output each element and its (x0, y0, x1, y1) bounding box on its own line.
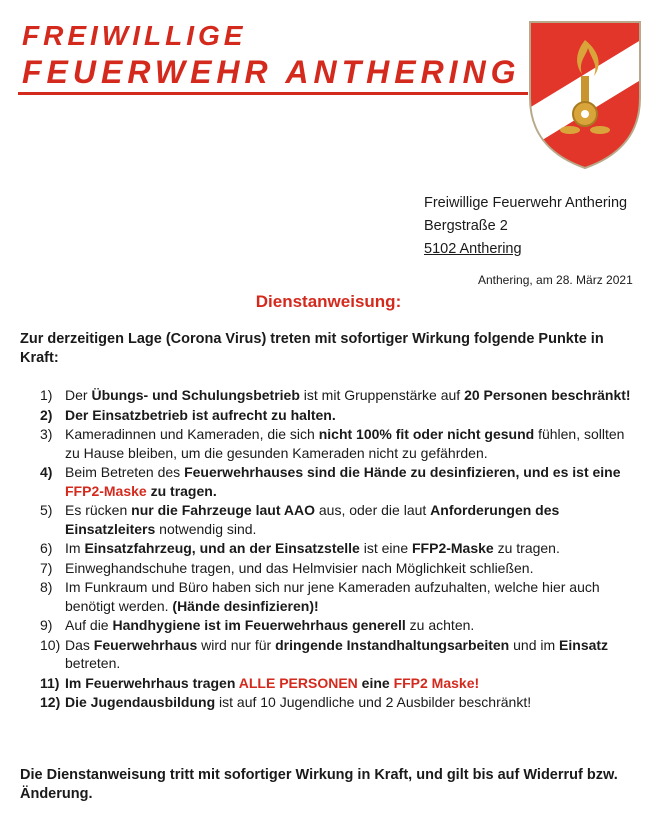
list-item-text-part: Im (65, 540, 85, 556)
list-item-number: 3) (40, 426, 53, 442)
list-item-number: 6) (40, 540, 53, 556)
list-item-number: 12) (40, 694, 61, 710)
list-item-text-part: zu tragen. (146, 482, 217, 499)
list-item (40, 559, 640, 578)
list-item-text-part: Das (65, 636, 94, 653)
list-item-text-part: Auf die (65, 617, 113, 633)
letterhead-divider (18, 92, 528, 95)
list-item-text-part: Anforderungen des Einsatzleiters (65, 502, 560, 537)
letterhead-title-line2: FEUERWEHR ANTHERING (22, 54, 521, 90)
list-item-text-part: Handhygiene ist im Feuerwehrhaus generell (112, 617, 406, 633)
list-item-number: 9) (40, 617, 53, 633)
address-line-street: Bergstraße 2 (424, 218, 508, 234)
list-item-text-part: Einweghandschuhe tragen, und das Helmvisier nach Möglichkeit schließen. (65, 559, 534, 576)
fire-brigade-crest-icon (526, 18, 644, 170)
list-item-text-part: FFP2 Maske! (393, 674, 480, 691)
address-line-city: 5102 Anthering (424, 241, 522, 257)
list-item-text-part: zu tragen. (493, 540, 560, 556)
list-item-text-part: (Hände desinfizieren)! (172, 597, 319, 614)
list-item (40, 539, 640, 558)
list-item (40, 386, 640, 405)
list-item-text-part: Beim Betreten des (65, 464, 185, 480)
list-item-number: 5) (40, 502, 53, 518)
list-item-text-part: Feuerwehrhaus (93, 636, 198, 653)
list-item-number: 1) (40, 387, 53, 403)
list-item-text-part: wird nur für (197, 636, 276, 653)
list-item-text-part: dringende Instandhaltungsarbeiten (275, 636, 510, 653)
list-item (40, 501, 640, 538)
list-item (40, 636, 640, 673)
list-item-text-part: Der Einsatzbetrieb ist aufrecht zu halten. (65, 406, 336, 423)
list-item-text-part: Kameradinnen und Kameraden, die sich (65, 426, 319, 442)
list-item-text-part: eine (357, 674, 394, 691)
list-item-text (65, 386, 640, 405)
list-item-number: 10) (40, 636, 61, 653)
list-item-text-part: nicht 100% fit oder nicht gesund (318, 426, 535, 442)
list-item-text-part: ist eine (359, 540, 412, 556)
list-item-text-part: und im (509, 636, 560, 653)
list-item-text-part: FFP2-Maske (65, 482, 147, 499)
list-item-number: 8) (40, 579, 53, 595)
list-item-text-part: ist mit Gruppenstärke auf (299, 387, 465, 403)
list-item-text-part: Feuerwehrhauses sind die Hände zu desinfizieren, (184, 464, 520, 480)
list-item-text-part: Übungs- und Schulungsbetrieb (91, 387, 300, 403)
list-item-text (65, 693, 640, 712)
list-item-text (65, 674, 640, 693)
list-item-text-part: Der (65, 387, 92, 403)
letterhead-title-line1: FREIWILLIGE (22, 20, 247, 51)
list-item-text (65, 539, 640, 558)
list-item-text-part: Die Jugendausbildung (65, 694, 216, 710)
list-item-text-part: aus, oder die laut (314, 502, 431, 518)
list-item-text (65, 636, 640, 673)
recipient-address (424, 192, 627, 261)
list-item-text-part: 20 Personen (464, 387, 548, 403)
list-item (40, 616, 640, 635)
list-item (40, 578, 640, 615)
list-item-text-part: nur die Fahrzeuge laut AAO (131, 502, 315, 518)
list-item-text (65, 501, 640, 538)
document-date: Anthering, am 28. März 2021 (478, 273, 633, 287)
list-item-text-part: fühlen, sollten zu Hause bleiben, um die gesunden Kameraden nicht zu gefährden. (65, 426, 625, 461)
list-item-text-part: Einsatz (559, 636, 609, 653)
list-item-text (65, 578, 640, 615)
intro-paragraph: Zur derzeitigen Lage (Corona Virus) treten mit sofortiger Wirkung folgende Punkte in Kraft: (20, 331, 604, 366)
list-item-text-part: Einsatzfahrzeug, und an der Einsatzstelle (84, 540, 360, 556)
list-item (40, 406, 640, 425)
list-item-text-part: zu achten. (405, 617, 475, 633)
list-item-text-part: ALLE PERSONEN (238, 674, 358, 691)
list-item (40, 674, 640, 693)
address-line-name: Freiwillige Feuerwehr Anthering (424, 195, 628, 211)
closing-paragraph: Die Dienstanweisung tritt mit sofortiger Wirkung in Kraft, und gilt bis auf Widerruf bzw. Änderung. (20, 767, 618, 802)
list-item-text (65, 425, 640, 462)
document-heading: Dienstanweisung: (255, 292, 402, 311)
list-item-text-part: beschränkt! (547, 387, 631, 403)
list-item-text-part: und es ist eine (519, 464, 621, 480)
list-item-text-part: FFP2-Maske (412, 540, 494, 556)
list-item-number: 2) (40, 406, 53, 423)
list-item-text-part: Im Funkraum und Büro haben sich nur jene Kameraden aufzuhalten, welche hier auch benötigt werden. (65, 579, 600, 614)
instruction-list (40, 386, 640, 713)
list-item-number: 4) (40, 464, 53, 480)
list-item (40, 463, 640, 500)
list-item-number: 7) (40, 559, 53, 576)
list-item-text (65, 616, 640, 635)
list-item-text-part: notwendig sind. (155, 520, 257, 537)
list-item-text-part: betreten. (65, 655, 121, 671)
list-item-number: 11) (40, 674, 60, 691)
list-item (40, 425, 640, 462)
list-item (40, 693, 640, 712)
list-item-text-part: ist auf 10 Jugendliche und 2 Ausbilder beschränkt! (215, 694, 532, 710)
list-item-text (65, 559, 640, 578)
list-item-text (65, 463, 640, 500)
list-item-text (65, 406, 640, 425)
list-item-text-part: Im Feuerwehrhaus tragen (65, 674, 239, 691)
list-item-text-part: Es rücken (65, 502, 132, 518)
